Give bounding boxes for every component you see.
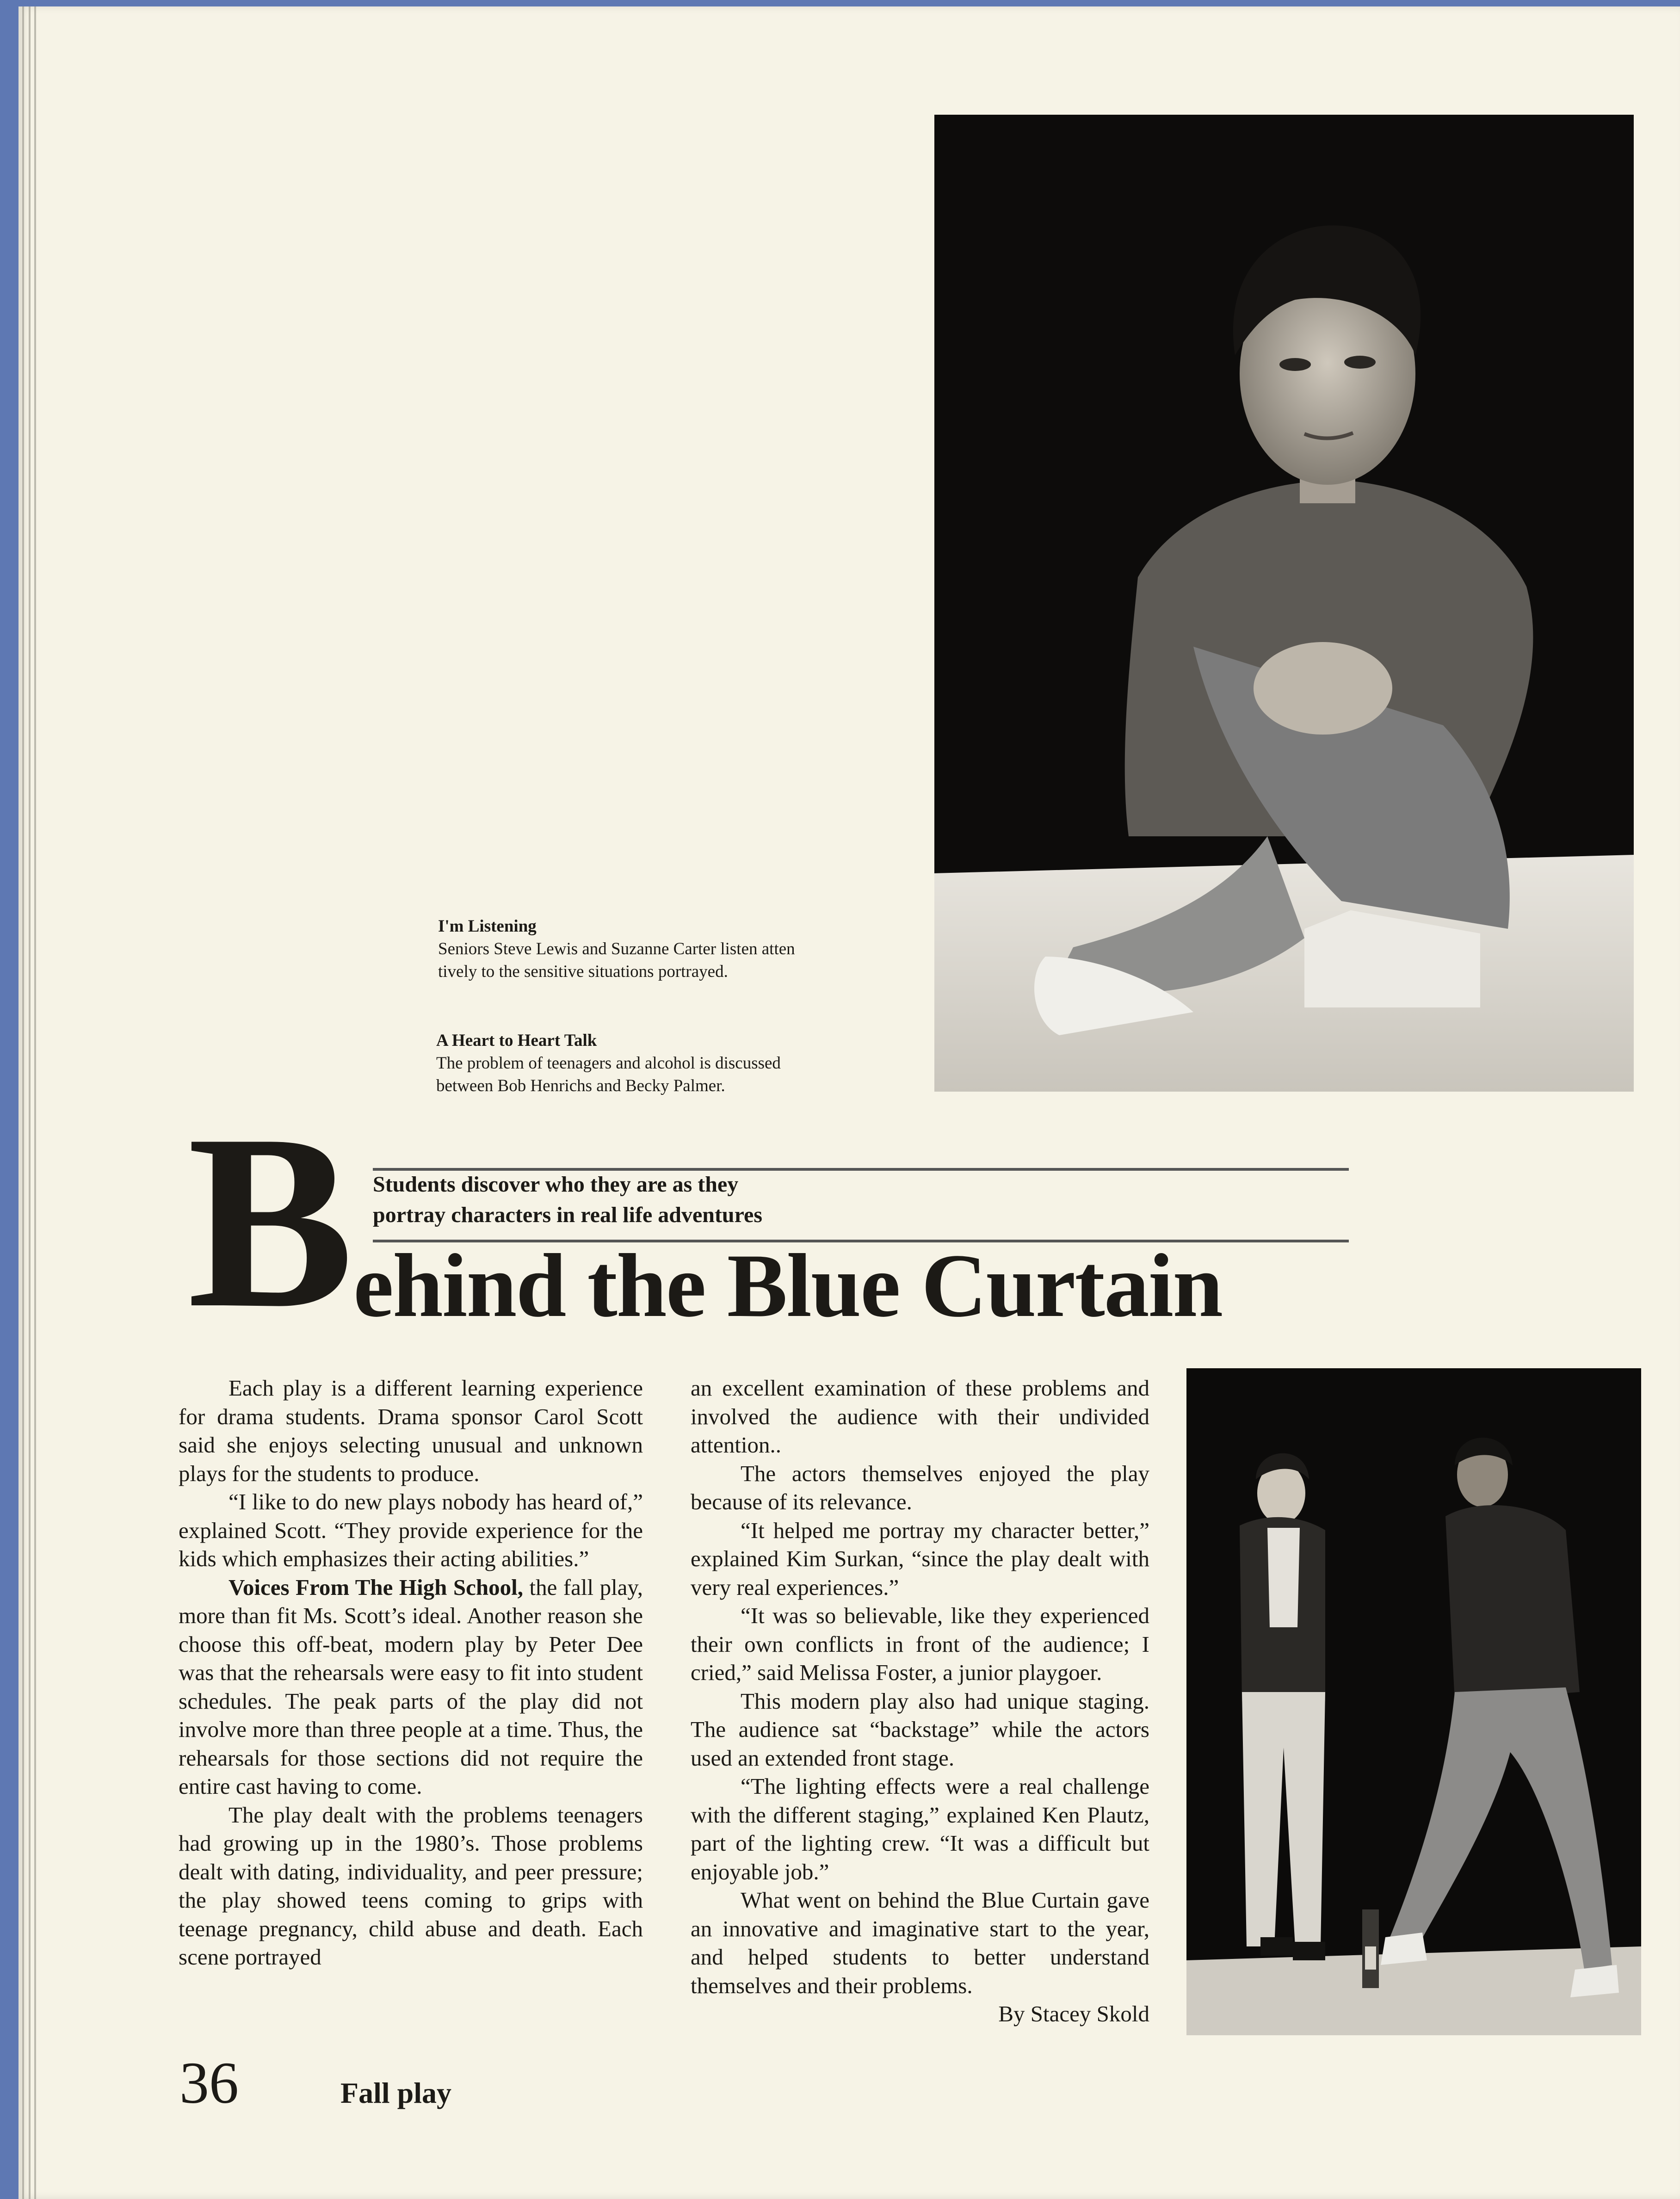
headline-dropcap: B (187, 1083, 354, 1359)
photo-im-listening (934, 115, 1634, 1092)
page-number: 36 (179, 2050, 239, 2116)
binding-edge (22, 6, 24, 2199)
binding-edge (29, 6, 31, 2199)
caption-title: I'm Listening (438, 917, 537, 936)
section-label: Fall play (340, 2076, 452, 2109)
caption-title: A Heart to Heart Talk (436, 1031, 597, 1050)
caption-line: The problem of teenagers and alcohol is discussed (436, 1054, 781, 1073)
paragraph (179, 1573, 643, 1801)
paragraph: “The lighting effects were a real challenge with the different staging,” explained Ken Plautz, part of the lighting crew. “It was a difficult but enjoyable job.” (691, 1773, 1149, 1884)
paragraph: “It helped me portray my character better,” explained Kim Surkan, “since the play dealt with very real experiences.” (691, 1517, 1149, 1600)
article-column-left (179, 1374, 643, 1971)
photo-heart-to-heart-image (1186, 1368, 1641, 2035)
caption-im-listening (438, 915, 910, 983)
photo-heart-to-heart (1186, 1368, 1641, 2035)
byline: By Stacey Skold (998, 2001, 1149, 2026)
caption-line: Seniors Steve Lewis and Suzanne Carter listen atten (438, 939, 795, 958)
play-title: Voices From The High School, (229, 1574, 523, 1600)
photo-im-listening-image (934, 115, 1634, 1092)
paragraph: “It was so believable, like they experienced their own conflicts in front of the audience; I cried,” said Melissa Foster, a junior playgoer. (691, 1603, 1149, 1685)
caption-line: tively to the sensitive situations portrayed. (438, 962, 728, 981)
caption-heart-to-heart (436, 1029, 917, 1097)
deck-line: Students discover who they are as they (373, 1172, 739, 1197)
paragraph: “I like to do new plays nobody has heard of,” explained Scott. “They provide experience for the kids which emphasizes their acting abilities.” (179, 1489, 643, 1571)
caption-line: between Bob Henrichs and Becky Palmer. (436, 1076, 725, 1095)
paragraph: The play dealt with the problems teenagers had growing up in the 1980’s. Those problems dealt with dating, individuality, and peer pressure; the play showed teens coming to grips with teenage pregnancy, child abuse and death. Each scene portrayed (179, 1802, 643, 1970)
paragraph: an excellent examination of these problems and involved the audience with their undivided attention.. (691, 1375, 1149, 1458)
deck-line: portray characters in real life adventures (373, 1203, 763, 1227)
deck-subhead (373, 1169, 974, 1230)
paragraph-text: the fall play, more than fit Ms. Scott’s ideal. Another reason she choose this off-beat, modern play by Peter Dee was that the rehearsals were easy to fit into student schedules. The peak parts of the play did not involve more than three people at a time. Thus, the rehearsals for those sections did not require the entire cast having to come. (179, 1574, 643, 1799)
article-column-right (691, 1374, 1149, 2028)
headline: ehind the Blue Curtain (353, 1235, 1223, 1336)
paragraph: What went on behind the Blue Curtain gave an innovative and imaginative start to the year, and helped students to better understand themselves and their problems. (691, 1887, 1149, 1998)
binding-edge (34, 6, 36, 2199)
paragraph: The actors themselves enjoyed the play because of its relevance. (691, 1460, 1149, 1514)
paragraph: This modern play also had unique staging. The audience sat “backstage” while the actors used an extended front stage. (691, 1688, 1149, 1771)
paragraph: Each play is a different learning experience for drama students. Drama sponsor Carol Scott said she enjoys selecting unusual and unknown plays for the students to produce. (179, 1375, 643, 1486)
